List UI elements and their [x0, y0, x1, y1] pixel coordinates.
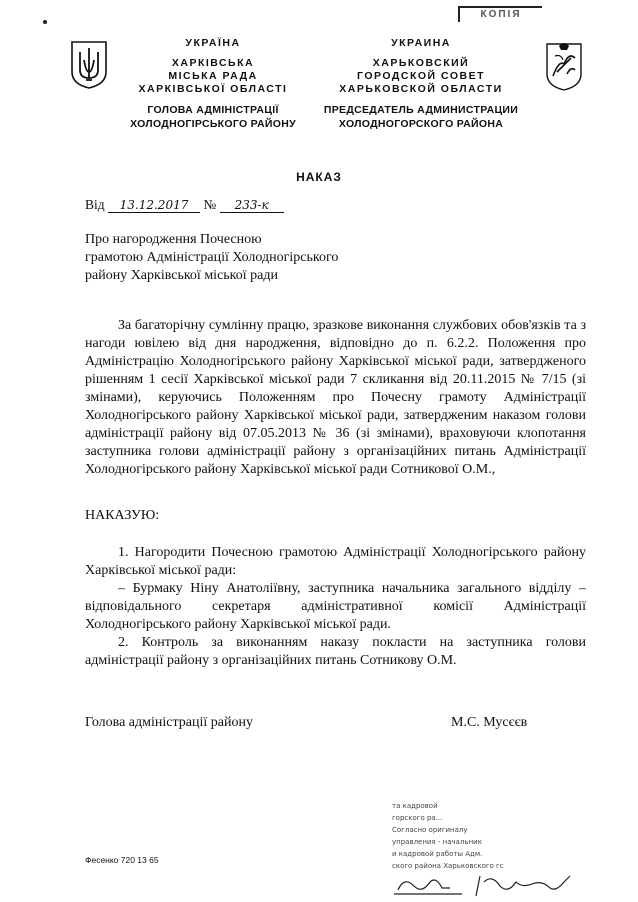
header-russian — [316, 37, 526, 131]
kharkiv-emblem-icon — [545, 40, 583, 92]
handwritten-signature — [392, 872, 592, 898]
number-value: 233-к — [220, 198, 284, 213]
stamp-line: горского ра... — [392, 814, 443, 822]
country-ua: УКРАЇНА — [185, 37, 241, 49]
order-word: НАКАЗУЮ: — [85, 508, 160, 523]
date-value: 13.12.2017 — [108, 198, 200, 213]
document-title: НАКАЗ — [296, 170, 342, 184]
subject-line: Про нагородження Почесною — [85, 232, 262, 247]
stamp-line: Согласно оригиналу — [392, 826, 468, 834]
country-ru: УКРАИНА — [391, 37, 451, 49]
order-item-1: 1. Нагородити Почесною грамотою Адміністрації Холодногірського району Харківської міської ради: — [85, 545, 586, 578]
copy-stamp: КОПІЯ — [458, 6, 542, 22]
subject-line: грамотою Адміністрації Холодногірського — [85, 250, 339, 265]
org-ru-line2: ГОРОДСКОЙ СОВЕТ — [357, 70, 485, 82]
order-subject — [85, 231, 338, 285]
org-ua-line1: ХАРКІВСЬКА — [171, 57, 255, 69]
order-items — [85, 544, 586, 670]
certification-stamp — [392, 800, 592, 902]
date-prefix: Від — [85, 197, 105, 212]
stamp-line: та кадровой — [392, 802, 438, 810]
stamp-line: и кадровой работы Адм. — [392, 850, 483, 858]
signature-position: Голова адміністрації району — [85, 715, 253, 730]
org-ua-line3: ХАРКІВСЬКОЇ ОБЛАСТІ — [138, 83, 288, 95]
subject-line: району Харківської міської ради — [85, 268, 278, 283]
stamp-line: управления - начальник — [392, 838, 482, 846]
header-ukrainian — [128, 37, 298, 131]
stamp-line: ского района Харьковского гс — [392, 862, 504, 870]
org-ru-line3: ХАРЬКОВСКОЙ ОБЛАСТИ — [339, 83, 503, 95]
trident-emblem-icon — [70, 40, 108, 90]
order-item-1-recipient: – Бурмаку Ніну Анатоліївну, заступника начальника загального відділу – відповідального секретаря адміністративної комісії Адміністрації Холодногірського району Харківської міської ради. — [85, 581, 586, 632]
head-ru-line1: ПРЕДСЕДАТЕЛЬ АДМИНИСТРАЦИИ — [323, 104, 519, 116]
preamble-text: За багаторічну сумлінну працю, зразкове виконання службових обов'язків та з нагоди ювілею від дня народження, відповідно до п. 6.2.2. Положення про Адміністрацію Холодногірського району Харківської міської ради, затвердженого рішенням 1 сесії Харківської міської ради 7 скликання від 20.11.2015 № 7/15 (зі змінами), керуючись Положенням про Почесну грамоту Адміністрації Холодногірського району Харківської міської ради, затвердженим наказом голови адміністрації району від 07.05.2013 № 36 (зі змінами), враховуючи клопотання заступника голови адміністрації району з організаційних питань Адміністрації Холодногірського району Харківської міської ради Сотникової О.М., — [85, 318, 586, 477]
signature-name: М.С. Мусєєв — [451, 715, 528, 730]
org-ua-line2: МІСЬКА РАДА — [168, 70, 258, 82]
number-prefix: № — [203, 197, 217, 212]
head-ru-line2: ХОЛОДНОГОРСКОГО РАЙОНА — [338, 118, 504, 130]
order-item-2: 2. Контроль за виконанням наказу покласти на заступника голови адміністрації району з організаційних питань Сотникову О.М. — [85, 635, 586, 668]
head-ua-line2: ХОЛОДНОГІРСЬКОГО РАЙОНУ — [130, 118, 296, 130]
executor-info: Фесенко 720 13 65 — [85, 855, 159, 865]
org-ru-line1: ХАРЬКОВСКИЙ — [372, 57, 470, 69]
date-number-line — [85, 197, 284, 213]
head-ua-line1: ГОЛОВА АДМІНІСТРАЦІЇ — [147, 104, 279, 116]
preamble — [85, 317, 586, 479]
scan-speck — [43, 20, 47, 24]
